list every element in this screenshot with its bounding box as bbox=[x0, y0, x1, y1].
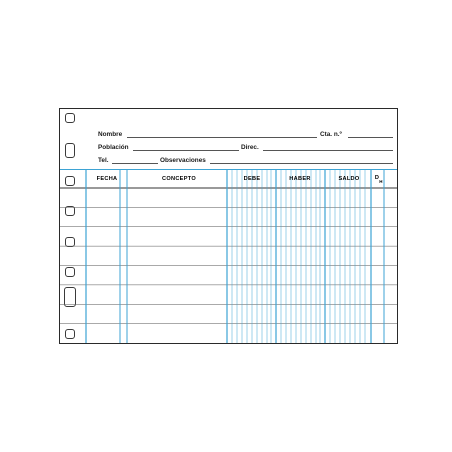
column-header-saldo: SALDO bbox=[338, 176, 360, 182]
column-header-dh-d: D bbox=[374, 175, 380, 181]
column-header-debe: DEBE bbox=[243, 176, 261, 182]
column-header-dh-h: H bbox=[379, 179, 383, 184]
cta-label: Cta. n.º bbox=[320, 131, 342, 138]
direc-label: Direc. bbox=[241, 144, 259, 151]
nombre-label: Nombre bbox=[98, 131, 123, 138]
ledger-grid bbox=[60, 109, 397, 343]
observaciones-label: Observaciones bbox=[160, 157, 206, 164]
tel-label: Tel. bbox=[98, 157, 109, 164]
column-header-fecha: FECHA bbox=[96, 176, 118, 182]
ledger-card bbox=[59, 108, 398, 344]
poblacion-label: Población bbox=[98, 144, 129, 151]
column-header-haber: HABER bbox=[289, 176, 311, 182]
column-header-concepto: CONCEPTO bbox=[162, 176, 196, 182]
